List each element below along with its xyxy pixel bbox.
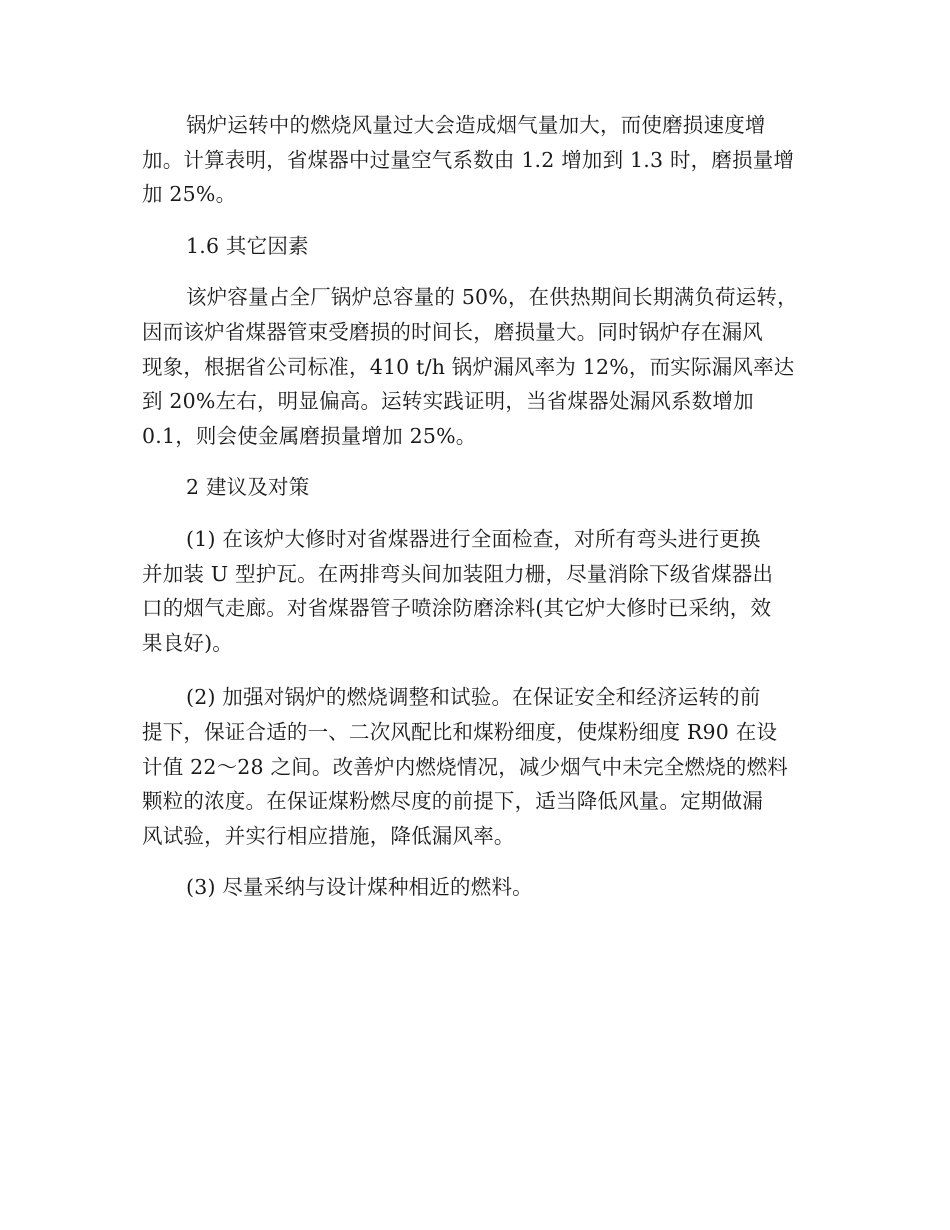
paragraph-measure-1 [142, 522, 814, 660]
text-line: 0.1，则会使金属磨损量增加 25%。 [142, 423, 477, 448]
text-line: 加 25%。 [142, 182, 237, 207]
text-line: 口的烟气走廊。对省煤器管子喷涂防磨涂料(其它炉大修时已采纳，效 [142, 596, 772, 621]
text-line: (3) 尽量采纳与设计煤种相近的燃料。 [186, 875, 533, 900]
text-line: 到 20%左右，明显偏高。运转实践证明，当省煤器处漏风系数增加 [142, 389, 754, 414]
text-line: 现象，根据省公司标准，410 t/h 锅炉漏风率为 12%，而实际漏风率达 [142, 354, 795, 379]
text-line: 该炉容量占全厂锅炉总容量的 50%，在供热期间长期满负荷运转， [186, 285, 798, 310]
text-line: 加。计算表明，省煤器中过量空气系数由 1.2 增加到 1.3 时，磨损量增 [142, 147, 795, 172]
heading-text: 2 建议及对策 [186, 475, 310, 500]
text-line: 果良好)。 [142, 630, 233, 655]
paragraph-other-factors [142, 280, 814, 453]
text-line: 提下，保证合适的一、二次风配比和煤粉细度，使煤粉细度 R90 在设 [142, 719, 778, 744]
text-line: 颗粒的浓度。在保证煤粉燃尽度的前提下，适当降低风量。定期做漏 [142, 789, 763, 814]
text-line: 计值 22～28 之间。改善炉内燃烧情况，减少烟气中未完全燃烧的燃料 [142, 754, 789, 779]
document-body [142, 108, 814, 905]
text-line: 锅炉运转中的燃烧风量过大会造成烟气量加大，而使磨损速度增 [186, 113, 766, 137]
text-line: 并加装 U 型护瓦。在两排弯头间加装阻力栅，尽量消除下级省煤器出 [142, 561, 774, 586]
text-line: (1) 在该炉大修时对省煤器进行全面检查，对所有弯头进行更换 [186, 526, 761, 551]
heading-text: 1.6 其它因素 [186, 233, 309, 258]
section-heading-1-6 [142, 229, 814, 264]
paragraph-wear-air-volume [142, 108, 814, 212]
section-heading-2 [142, 470, 814, 505]
paragraph-measure-3 [142, 870, 814, 905]
text-line: 风试验，并实行相应措施，降低漏风率。 [142, 823, 515, 848]
text-line: (2) 加强对锅炉的燃烧调整和试验。在保证安全和经济运转的前 [186, 685, 761, 710]
text-line: 因而该炉省煤器管束受磨损的时间长，磨损量大。同时锅炉存在漏风 [142, 319, 763, 344]
paragraph-measure-2 [142, 680, 814, 853]
